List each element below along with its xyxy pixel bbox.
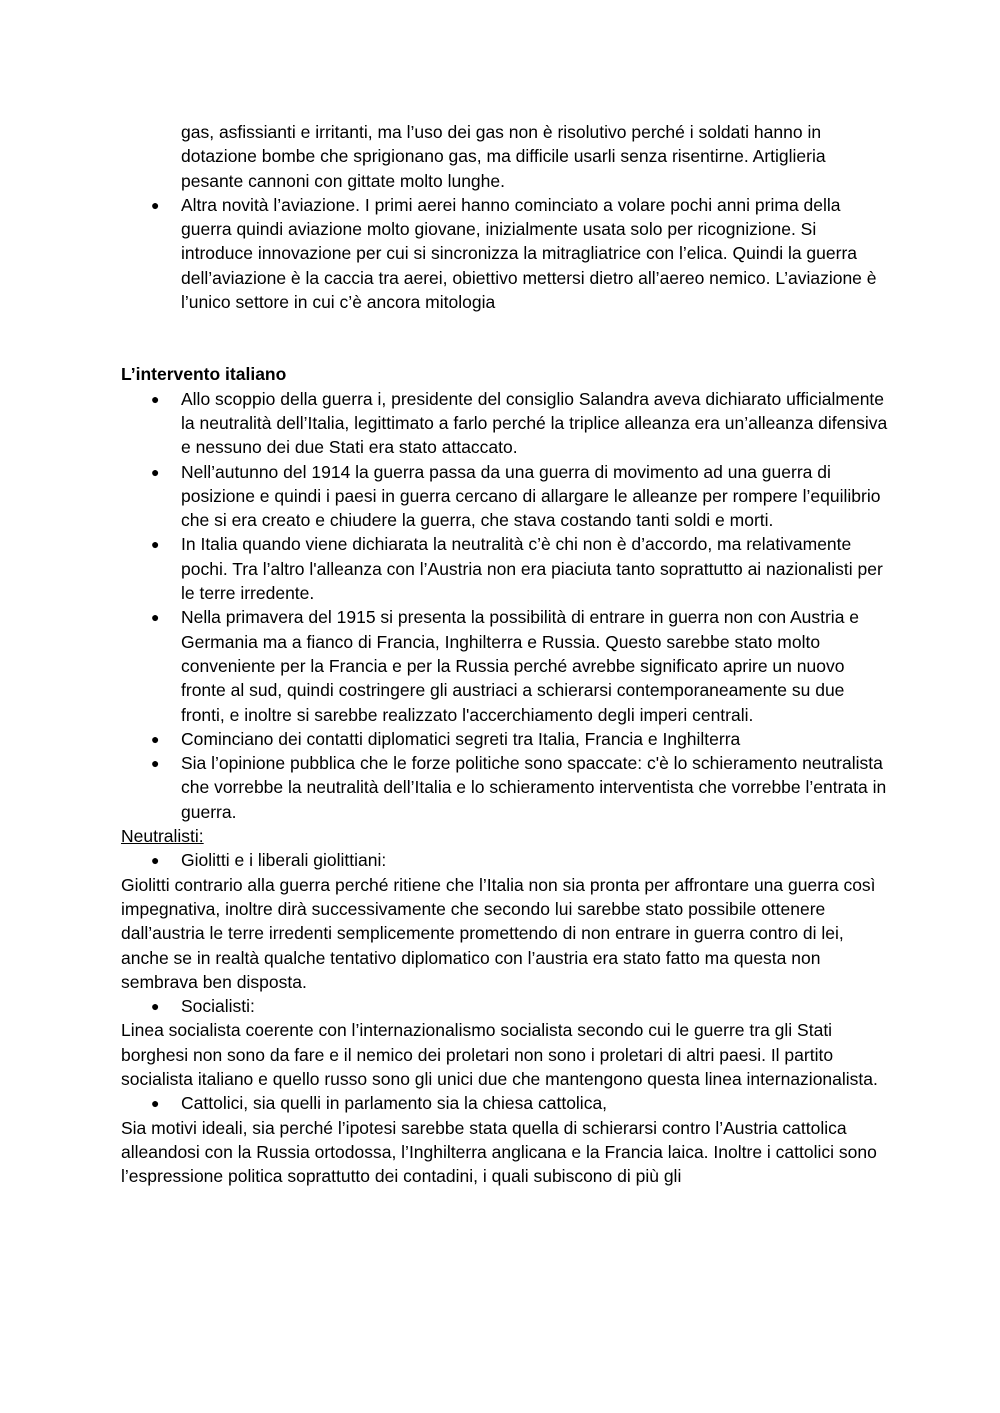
list-item: [121, 605, 890, 726]
section-bullet-list: [121, 387, 890, 824]
list-item-text: Socialisti:: [181, 996, 255, 1017]
list-item-text: Allo scoppio della guerra i, presidente del consiglio Salandra aveva dichiarato ufficialmente la neutralità dell’Italia, legittimato a farlo perché la triplice alleanza era un’alleanza difensiva e nessuno dei due Stati era stato attaccato.: [181, 388, 888, 458]
neutralisti-bullet-2: [121, 994, 890, 1018]
bullet-icon: ●: [151, 609, 160, 626]
paragraph: Sia motivi ideali, sia perché l’ipotesi sarebbe stata quella di schierarsi contro l’Austria cattolica alleandosi con la Russia ortodossa, l’Inghilterra anglicana e la Francia laica. Inoltre i cattolici sono l’espressione politica soprattutto dei contadini, i quali subiscono di più gli: [121, 1117, 877, 1187]
list-item: [121, 532, 890, 605]
list-item-text: Cominciano dei contatti diplomatici segreti tra Italia, Francia e Inghilterra: [181, 728, 741, 749]
neutralisti-label: Neutralisti:: [121, 826, 204, 847]
bullet-icon: ●: [151, 755, 160, 772]
list-item-text: Nella primavera del 1915 si presenta la possibilità di entrare in guerra non con Austria e Germania ma a fianco di Francia, Inghilterra e Russia. Questo sarebbe stato molto conveniente per la Francia e per la Russia perché avrebbe significato aprire un nuovo fronte al sud, quindi costringere gli austriaci a schierarsi contemporaneamente su due fronti, e inoltre si sarebbe realizzato l'accerchiamento degli imperi centrali.: [181, 607, 860, 725]
list-item: [121, 994, 890, 1018]
list-item-text: Nell’autunno del 1914 la guerra passa da una guerra di movimento ad una guerra di posizione e quindi i paesi in guerra cercano di allargare le alleanze per rompere l’equilibrio che si era creato e chiudere la guerra, che stava costando tanti soldi e morti.: [181, 461, 881, 531]
list-item-text: Cattolici, sia quelli in parlamento sia la chiesa cattolica,: [181, 1093, 608, 1114]
bullet-icon: ●: [151, 998, 160, 1015]
list-item-text: gas, asfissianti e irritanti, ma l’uso dei gas non è risolutivo perché i soldati hanno in dotazione bombe che sprigionano gas, ma difficile usarli senza risentirne. Artiglieria pesante cannoni con gittate molto lunghe.: [181, 122, 826, 191]
bullet-icon: ●: [151, 463, 160, 480]
section-spacer: [121, 314, 890, 362]
bullet-icon: ●: [151, 390, 160, 407]
list-item: [121, 848, 890, 872]
bullet-icon: ●: [151, 196, 160, 213]
bullet-icon: ●: [151, 1095, 160, 1112]
top-bullet-list: [121, 120, 890, 314]
section-title: L’intervento italiano: [121, 364, 287, 385]
list-item-text: Altra novità l’aviazione. I primi aerei hanno cominciato a volare pochi anni prima della guerra quindi aviazione molto giovane, inizialmente usata solo per ricognizione. Si introduce innovazione per cui si sincronizza la mitragliatrice con l’elica. Quindi la guerra dell’aviazione è la caccia tra aerei, obiettivo mettersi dietro all’aereo nemico. L’aviazione è l’unico settore in cui c’è ancora mitologia: [181, 194, 877, 313]
list-item: [121, 387, 890, 460]
neutralisti-bullet-3: [121, 1091, 890, 1115]
list-item: [121, 193, 890, 314]
list-item: [121, 751, 890, 824]
paragraph: Linea socialista coerente con l’internazionalismo socialista secondo cui le guerre tra gli Stati borghesi non sono da fare e il nemico dei proletari non sono i proletari di altri paesi. Il partito socialista italiano e quello russo sono gli unici due che mantengono questa linea internazionalista.: [121, 1020, 878, 1089]
list-item: [121, 460, 890, 533]
list-item-text: Sia l’opinione pubblica che le forze politiche sono spaccate: c'è lo schieramento neutralista che vorrebbe la neutralità dell’Italia e lo schieramento interventista che vorrebbe l’entrata in guerra.: [181, 753, 887, 822]
list-item-continuation: [121, 120, 890, 193]
paragraph: Giolitti contrario alla guerra perché ritiene che l’Italia non sia pronta per affrontare una guerra così impegnativa, inoltre dirà successivamente che secondo lui sarebbe stato possibile ottenere dall’austria le terre irredenti semplicemente promettendo di non entrare in guerra contro di lei, anche se in realtà qualche tentativo diplomatico con l’austria era stato fatto ma questa non sembrava ben disposta.: [121, 874, 876, 992]
bullet-icon: ●: [151, 730, 160, 747]
list-item: [121, 1091, 890, 1115]
neutralisti-bullet-1: [121, 848, 890, 872]
list-item-text: In Italia quando viene dichiarata la neutralità c’è chi non è d’accordo, ma relativamente pochi. Tra l’altro l'alleanza con l’Austria non era piaciuta tanto soprattutto ai nazionalisti per le terre irredente.: [181, 534, 883, 604]
list-item-text: Giolitti e i liberali giolittiani:: [181, 850, 387, 871]
bullet-icon: ●: [151, 852, 160, 869]
list-item: [121, 727, 890, 751]
bullet-icon: ●: [151, 536, 160, 553]
